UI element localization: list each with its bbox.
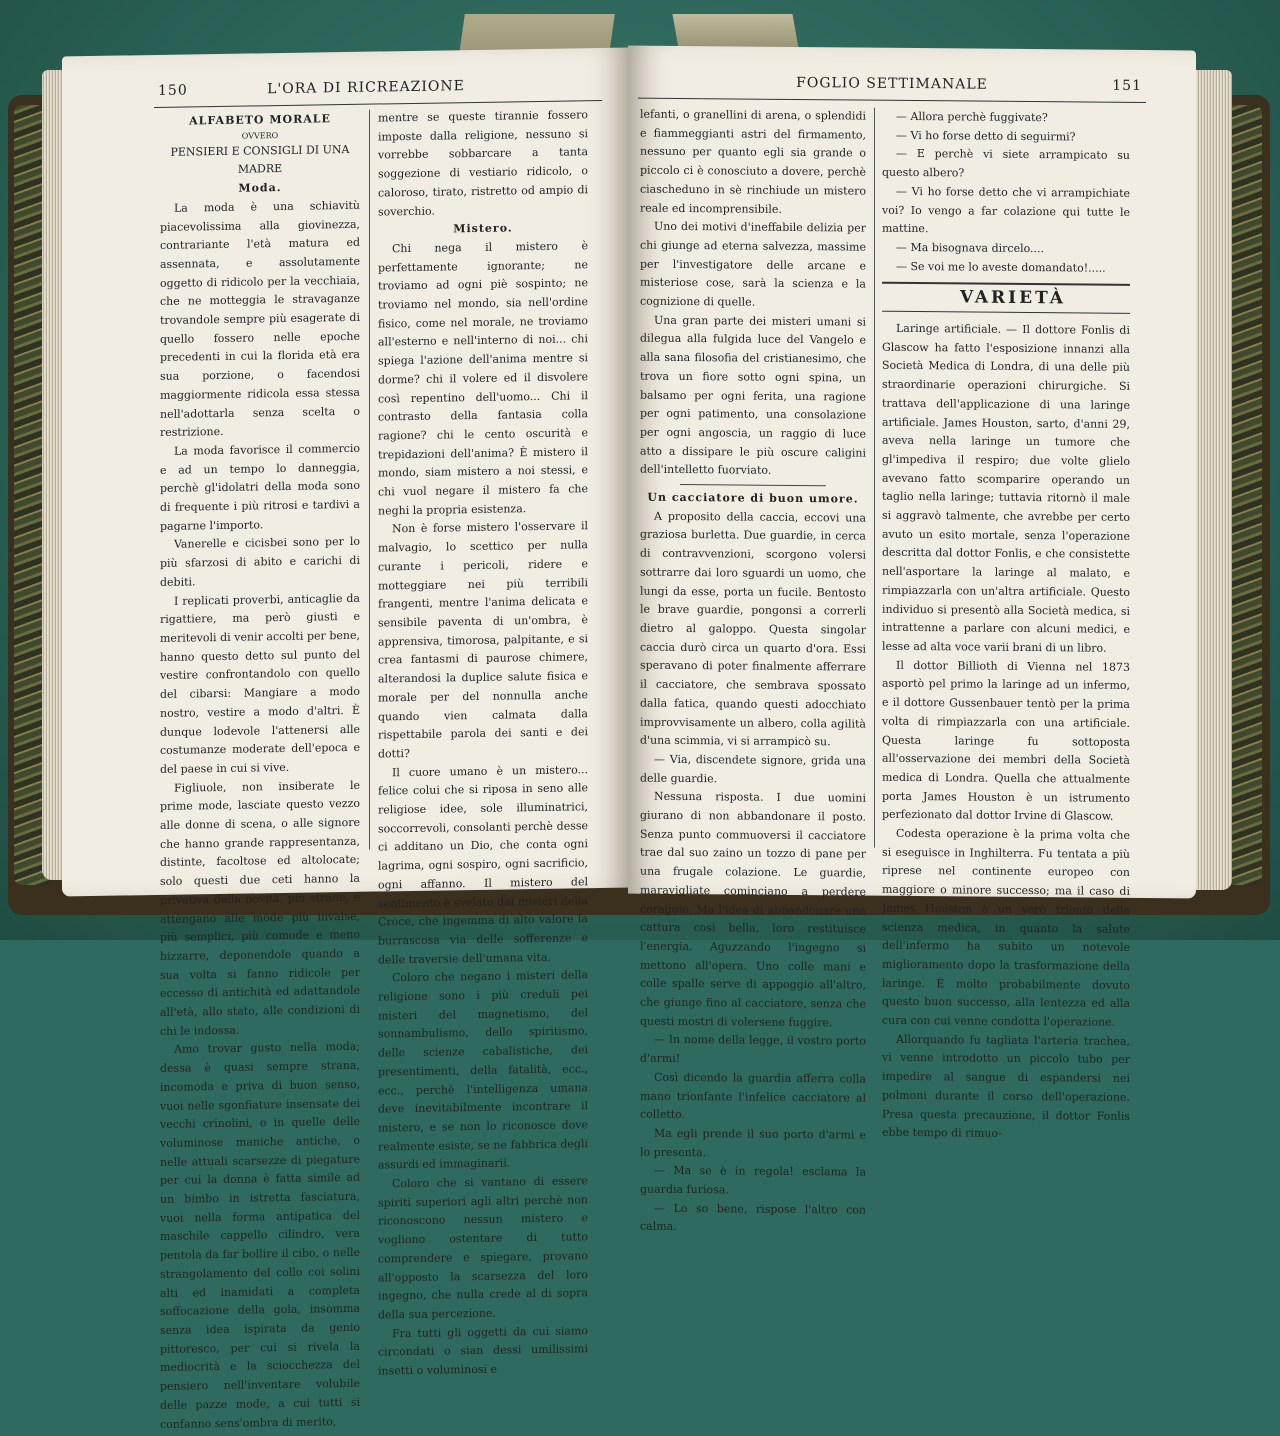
dialogue-line: — Se voi me lo aveste domandato!..... — [896, 259, 1106, 275]
paragraph: Coloro che si vantano di essere spiriti superiori agli altri perchè non riconoscono nessun mistero e vogliono ostentare di tutto comprendere e spiegare, provano all'opposto la scarsezza del loro ingegno, che nulla crede al di sopra della sua percezione. — [378, 1174, 588, 1322]
paragraph: Il dottor Billioth di Vienna nel 1873 asportò pel primo la laringe ad un infermo, e il dottore Gussenbauer tentò per la prima volta di rimpiazzarla con una artificiale. Questa laringe fu sottoposta all'osservazione dei membri della Società medica di Londra. Quella che attualmente porta James Houston è un istrumento perfezionato dal dottor Irvine di Glascow. — [882, 658, 1130, 824]
paragraph: — Lo so bene, rispose l'altro con calma. — [640, 1201, 866, 1234]
section-title: Mistero. — [453, 221, 513, 236]
paragraph: Coloro che negano i misteri della religione sono i più creduli pei misteri del magnetismo, del sonnambulismo, dello spiritismo, delle scienze cabalistiche, dei presentimenti, della fatalità, ecc., ecc., perchè l'intelligenza umana deve inevitabilmente incontrare il mistero, e se non lo riconosce dove realmente esiste, se ne fabbrica degli assurdi ed immaginarii. — [378, 968, 588, 1172]
paragraph: I replicati proverbi, anticaglie da rigattiere, ma però giusti e meritevoli di venir accolti per bene, hanno questo detto sul punto del vestire confrontandolo con quello del cibarsi: Mangiare a modo nostro, vestire a modo d'altri. È dunque lodevole l'attenersi alle costumanze moderate dell'epoca e del paese in cui si vive. — [160, 591, 360, 776]
paragraph: — In nome della legge, il vostro porto d'armi! — [640, 1033, 866, 1066]
section-title: Moda. — [238, 181, 282, 195]
paragraph: Il cuore umano è un mistero... felice colui che si riposa in seno alle religiose idee, sole illuminatrici, soccorrevoli, consolanti perchè desse ci additano un Dio, che conta ogni lagrima, ogni sospiro, ogni sacrificio, ogni affanno. Il mistero del sentimento è svelato dai misteri della Croce, che ingemma di alto valore la burrascosa via delle sofferenze e delle traversie dell'umana vita. — [378, 762, 588, 967]
column-rule — [369, 110, 370, 850]
dialogue-line: — Allora perchè fuggivate? — [896, 109, 1048, 125]
column-right — [882, 108, 1130, 1145]
paragraph: Nessuna risposta. I due uomini giurano di non abbandonare il posto. Senza punto commuoversi il cacciatore trae dal suo zaino un tozzo di pane per una frugale colazione. Le guardie, maravigliate cominciano a perdere coraggio. Ma l'idea di abbandonare una cattura così bella, loro restituisce l'energia. Aguzzando l'ingegno si mettono all'opera. Uno colle mani e colle spalle serve di appoggio all'altro, che giunge fino al cacciatore, senza che questi mostri di volersene fuggire. — [640, 790, 866, 1030]
section-title: VARIETÀ — [959, 287, 1066, 309]
paragraph: — Via, discendete signore, grida una delle guardie. — [640, 752, 866, 785]
page-number: 151 — [1112, 77, 1142, 95]
paragraph: Fra tutti gli oggetti da cui siamo circondati o sian dessi umilissimi insetti o voluminosi e — [378, 1323, 588, 1378]
paragraph: La moda favorisce il commercio e ad un tempo lo danneggia, perchè gl'idolatri della moda sono di frequente i più ritrosi e tardivi a pagarne l'importo. — [160, 441, 360, 533]
paragraph: Una gran parte dei misteri umani si dilegua alla fulgida luce del Vangelo e alla sana filosofia del cristianesimo, che trova un fiore sotto ogni spina, un balsamo per ogni ferita, una ragione per ogni patimento, una consolazione per ogni angoscia, un raggio di luce atto a dissipare le più oscure caligini dell'intelletto fuorviato. — [640, 313, 866, 478]
paragraph: Ma egli prende il suo porto d'armi e lo presenta. — [640, 1126, 866, 1159]
column-left — [640, 106, 866, 1239]
paragraph: Non è forse mistero l'osservare il malvagio, lo scettico per nulla curante i pericoli, ridere e motteggiare nei più terribili frangenti, mentre l'anima delicata e sensibile paventa di un'ombra, è apprensiva, timorosa, palpitante, e si crea fantasmi di paurose chimere, alterandosi la duplice salute fisica e morale per del nonnulla anche quando vien calmata dalla rispettabile parola dei santi e dei dotti? — [378, 519, 588, 761]
paragraph: Amo trovar gusto nella moda; dessa è quasi sempre strana, incomoda e priva di buon senso, vuoi nelle sgonfiature insensate dei vecchi crinolini, o in quelle delle voluminose maniche antiche, o nelle attuali scarsezze di piegature per cui la donna è fatta simile ad un bimbo in istretta fasciatura, vuoi nella forma antipatica del maschile cappello cilindro, vera pentola da far bollire il cibo, o nelle strangolamento del collo coi solini alti ed inamidati a completa soffocazione della gola, insomma senza idea ispirata da genio pittoresco, per cui si rivela la mediocrità e la sciocchezza del pensiero nell'inventare volubile delle pazze mode, a cui tutti si confanno sens'ombra di merito, — [160, 1040, 360, 1431]
paragraph: Uno dei motivi d'ineffabile delizia per chi giunge ad eterna salvezza, massime per l'investigatore delle arcane e misteriose cose, sarà la scienza e la cognizione di quelle. — [640, 219, 866, 309]
dialogue-line: — Ma bisognava dircelo.... — [896, 240, 1045, 256]
section-box — [882, 282, 1130, 314]
paragraph: Laringe artificiale. — Il dottore Fonlis di Glascow ha fatto l'esposizione innanzi alla Società Medica di Londra, di una delle più straordinarie operazioni chirurgiche. Si trattava dell'applicazione di una laringe artificiale. James Houston, sarto, d'anni 29, aveva nella laringe un tumore che gl'impediva il respiro; due volte glielo avevano fatto scomparire operando un taglio nella laringe; tuttavia ritornò il male si aggravò talmente, che avrebbe per certo avuto un esito mortale, senza l'operazione descritta dal dottor Fonlis, e che consistette nell'asportare la laringe al malato, e rimpiazzarla con un'altra artificiale. Questo individuo si presentò alla Società medica, si intrattenne a parlare con alcuni medici, e lesse ad alta voce varii brani di un libro. — [882, 321, 1130, 655]
paragraph: Così dicendo la guardia afferra colla mano trionfante l'infelice cacciatore al colletto. — [640, 1070, 866, 1122]
section-divider — [680, 484, 826, 486]
dialogue-line: — E perchè vi siete arrampicato su questo albero? — [882, 147, 1130, 180]
running-title: FOGLIO SETTIMANALE — [796, 74, 988, 93]
paragraph: Codesta operazione è la prima volta che si eseguisce in Inghilterra. Fu tentata a più riprese nel continente europeo con maggiore o minore successo; ma il caso di James Houston è un vero trionfo della scienza medica, in quanto la salute dell'infermo ha subito un notevole miglioramento dopo la trasformazione della laringe. È molto probabilmente dovuto questo buon successo, alla lentezza ed alla cura con cui venne condotta l'operazione. — [882, 826, 1130, 1029]
page-header — [628, 74, 1196, 101]
article-ovvero: OVVERO — [241, 130, 279, 141]
paragraph: — Ma se è in regola! esclama la guardia furiosa. — [640, 1164, 866, 1197]
dialogue-line: — Vi ho forse detto di seguirmi? — [896, 128, 1076, 144]
story-title: Un cacciatore di buon umore. — [647, 490, 859, 506]
paragraph: Vanerelle e cicisbei sono per lo più sfarzosi di abito e carichi di debiti. — [160, 535, 360, 589]
article-subtitle: PENSIERI E CONSIGLI DI UNA MADRE — [170, 142, 350, 177]
column-rule — [874, 108, 875, 848]
right-page — [628, 46, 1196, 1234]
column-left — [160, 110, 360, 1434]
running-title: L'ORA DI RICREAZIONE — [267, 78, 465, 98]
dialogue-line: — Vi ho forse detto che vi arrampichiate voi? Io vengo a far colazione qui tutte le mattine. — [882, 184, 1130, 236]
column-right — [378, 106, 588, 1381]
page-number: 150 — [158, 82, 188, 99]
paragraph: lefanti, o granellini di arena, o splendidi e fiammeggianti astri del firmamento, nessuno per quanto egli sia grande o piccolo ci è conosciuto a dovere, perchè ciascheduno in sè rinchiude un mistero reale ed incomprensibile. — [640, 107, 866, 216]
paragraph: mentre se queste tirannie fossero imposte dalla religione, nessuno si vorrebbe sobbarcare a tanta soggezione di vestiario ridicolo, o caloroso, tirato, ristretto od ampio di soverchio. — [378, 108, 588, 219]
paragraph: Allorquando fu tagliata l'arteria trachea, vi venne introdotto un piccolo tubo per impedire al sangue di espandersi nei polmoni durante il corso dell'operazione. Presa questa precauzione, il dottor Fonlis ebbe tempo di rimuo- — [882, 1032, 1130, 1141]
paragraph: A proposito della caccia, eccovi una graziosa burletta. Due guardie, in cerca di contravvenzioni, scorgono volersi sottrarre dai loro sguardi un uomo, che lungi da esse, porta un fucile. Bentosto le brave guardie, pongonsi a correrli dietro al galoppo. Questa singolar caccia durò circa un quarto d'ora. Essi speravano di poter finalmente afferrare il cacciatore, che sembrava spossato dalla fatica, quando questi adocchiato improvvisamente un albero, colla agilità d'una scimmia, vi si arrampicò su. — [640, 509, 866, 749]
paragraph: Figliuole, non insiberate le prime mode, lasciate questo vezzo alle donne di scena, o alle signore che hanno grande rappresentanza, distinte, facoltose ed altolocate; solo questi due ceti hanno la privativa della novità, più strane, e attengano alle mode più invalse, più semplici, più comode e meno bizzarre, deponendole quando a sua volta si fanno ridicole per eccesso di antichità ed adattandole all'età, allo stato, alle condizioni di chi le indossa. — [160, 778, 360, 1038]
article-title: ALFABETO MORALE — [189, 112, 331, 128]
paragraph: Chi nega il mistero è perfettamente ignorante; ne troviamo ad ogni piè sospinto; ne troviamo nel mondo, sia nell'ordine fisico, come nel morale, ne troviamo all'esterno e nell'interno di noi... chi spiega l'azione dell'anima mentre si dorme? chi il volere ed il disvolere così repentino dell'uomo... Chi il contrasto della fantasia colla ragione? chi le cento oscurità e trepidazioni dell'anima? È mistero il mondo, siam mistero a noi stessi, e chi vuol negare il mistero fa che neghi la propria esistenza. — [378, 239, 588, 518]
paragraph: La moda è una schiavitù piacevolissima alla giovinezza, contrariante l'età matura ed assennata, e assolutamente oggetto di ridicolo per la vecchiaia, che ne motteggia le stravaganze trovandole sempre più esagerate di quello fossero nelle epoche precedenti in cui la florida età era sua porzione, o facendosi maggiormente ridicola essa stessa nell'adottarla senza scelta o restrizione. — [160, 198, 360, 440]
left-page — [62, 48, 630, 1431]
